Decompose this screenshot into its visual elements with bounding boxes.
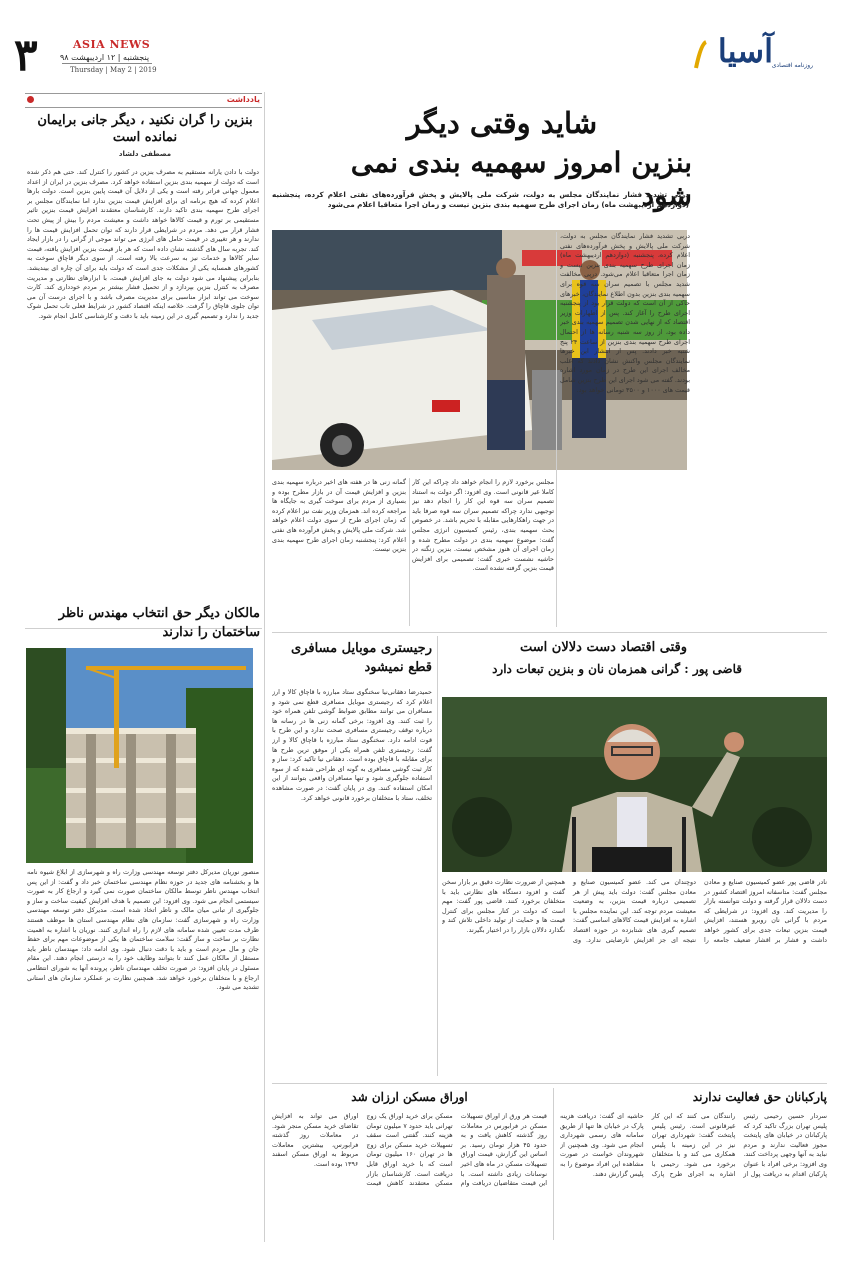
date-persian: پنجشنبه | ۱۲ اردیبهشت ۹۸ [60,53,150,62]
park-title: پارکبانان حق فعالیت ندارند [692,1090,827,1104]
mobile-body: حمیدرضا دهقانی‌نیا سخنگوی ستاد مبارزه با قاچاق کالا و ارز اعلام کرد که رجیستری موبایل مسافری قطع نمی شود و مسافران می توانند مطابق ضوابط گوشی تلفن همراه خود را ثبت کنند. وی افزود: برخی گمانه زنی ها در رسانه ها درباره توقف رجیستری مسافری صحت ندارد و این طرح با قوت ادامه دارد. سخنگوی ستاد مبارزه با قاچاق کالا و ارز گفت: رجیستری تلفن همراه یکی از موفق ترین طرح ها برای مقابله با قاچاق بوده است. دهقانی نیا تاکید کرد: ساز و کار ثبت گوشی مسافری به گونه ای طراحی شده که از سوء استفاده جلوگیری شود و تنها مسافران واقعی بتوانند از این امکان استفاده کنند. وی در پایان گفت: در صورت مشاهده تخلف، ستاد با متخلفان برخورد قانونی خواهد کرد. [272,688,432,802]
ghazipour-subtitle: قاضی پور : گرانی همزمان نان و بنزین تبعات دارد [492,662,742,676]
main-body-right: دربی تشدید فشار نمایندگان مجلس به دولت، شرکت ملی پالایش و پخش فرآورده‌های نفتی اعلام کرده، پنجشنبه (دوازدهم اردیبهشت ماه) زمان اجرای طرح سهمیه بندی بنزین نیست و زمان اجرا متعاقبا اعلام می‌شود. درپی مخالفت شدید مجلس با تصمیم سران سه قوه برای سهمیه بندی بنزین بدون اطلاع نمایندگان، خبرهای حاکی از آن است که دولت قرار بود از پنجشنبه اجرای طرح را آغاز کند. پس از اظهارات وزیر اقتصاد که از نهایی شدن تصمیم سهمیه بندی خبر داده بود، از روز سه شنبه رسانه ها از احتمال اجرای طرح سهمیه بندی بنزین از ساعت ۲۴ پنج شنبه خبر دادند. پس از انتشار این خبرها نمایندگان مجلس واکنش نشان دادند که اغلب مخالف اجرای این طرح در زمان مورد اشاره بودند. گفته می شود اجرای این طرح بنزین شامل قیمت های ۱۰۰۰ و ۳۵۰۰ تومانی خواهد بود. [560,232,690,394]
editorial-marker-icon [27,96,34,103]
ghazipour-photo [442,697,827,872]
park-body: سردار حسین رحیمی رئیس پلیس تهران بزرگ تاکید کرد که پارکبانان در خیابان های پایتخت مجوز فعالیت ندارند و مردم نباید به آنها وجهی پرداخت کنند. وی افزود: برخی افراد با عنوان پارکبان اقدام به دریافت پول از رانندگان می کنند که این کار غیرقانونی است. رئیس پلیس پایتخت گفت: شهرداری تهران نیز در این زمینه با پلیس همکاری می کند و با متخلفان برخورد می شود. رحیمی با اشاره به اجرای طرح پارک حاشیه ای گفت: دریافت هزینه پارک در خیابان ها تنها از طریق سامانه های رسمی شهرداری انجام می شود. وی همچنین از شهروندان خواست در صورت مشاهده این افراد موضوع را به پلیس گزارش دهند. [560,1112,827,1178]
main-headline-line2: بنزین امروز سهمیه بندی نمی شود [350,146,692,212]
main-body-left: گمانه زنی ها در هفته های اخیر درباره سهمیه بندی بنزین و افزایش قیمت آن در بازار مطرح بوده و بسیاری از مردم برای سوخت گیری به جایگاه ها مراجعه کرده اند. همزمان وزیر نفت نیز اعلام کرده که زمان اجرای طرح از سوی دولت اعلام خواهد شد. شرکت ملی پالایش و پخش فرآورده های نفتی اعلام کرد: پنجشنبه زمان اجرای طرح سهمیه بندی بنزین نیست. [272,478,406,554]
editorial-body: دولت با دادن یارانه مستقیم به مصرف بنزین در کشور را کنترل کند. حتی هم ذکر شده است که دولت از سهمیه بندی بنزین استفاده خواهد کرد. مصرف بنزین در ایران از اعداد معمول جهانی فراتر رفته است و یکی از دلایل آن قیمت پایین بنزین است. دولت بارها اعلام کرده که هیچ برنامه ای برای افزایش قیمت بنزین ندارد اما نمایندگان مجلس بر اجرای طرح سهمیه بندی تاکید دارند. کارشناسان معتقدند افزایش قیمت بنزین تاثیر مستقیمی بر تورم و قیمت کالاها خواهد داشت و معیشت مردم را بیش از پیش تحت فشار قرار می دهد. مردم در شرایطی قرار دارند که توان تحمل افزایش قیمت ها را ندارند و هر تغییری در قیمت حامل های انرژی می تواند موجی از گرانی را در بازار ایجاد کند. تجربه سال های گذشته نشان داده است که هر بار قیمت بنزین افزایش یافته، قیمت سایر کالاها و خدمات نیز به سرعت بالا رفته است. از سوی دیگر قاچاق سوخت به کشورهای همسایه یکی از مشکلات جدی است که دولت باید برای آن چاره ای بیندیشد. بنابراین پیشنهاد می شود دولت به جای افزایش قیمت، با ابزارهای نظارتی و مدیریت مصرف به کنترل بنزین بپردازد و از تحمیل فشار بیشتر بر مردم خودداری کند. کارت سوخت می تواند ابزار مناسبی برای مدیریت مصرف باشد و با اجرای درست آن می توان جلوی قاچاق را گرفت. خلاصه اینکه اقتصاد کشور در شرایط فعلی تاب تحمل شوک جدید را ندارد و تصمیم گیری در این زمینه باید با دقت و کارشناسی کامل انجام شود. [27,168,259,320]
page-number: ۳ [14,30,38,81]
date-divider [62,63,152,64]
main-col-divider [556,232,557,627]
ghazipour-body: نادر قاضی پور عضو کمیسیون صنایع و معادن مجلس گفت: متاسفانه امروز اقتصاد کشور در دست دلالان قرار گرفته و دولت نتوانسته بازار را مدیریت کند. وی افزود: در شرایطی که مردم با گرانی نان روبرو هستند، افزایش قیمت بنزین تبعات جدی برای کشور خواهد داشت و فشار بر اقشار ضعیف جامعه را دوچندان می کند. عضو کمیسیون صنایع و معادن مجلس گفت: دولت باید پیش از هر تصمیمی درباره قیمت بنزین، به وضعیت معیشت مردم توجه کند. این نماینده مجلس با اشاره به افزایش قیمت کالاهای اساسی گفت: تصمیم گیری های شتابزده در حوزه اقتصاد نتیجه ای جز افزایش نارضایتی ندارد. وی همچنین از ضرورت نظارت دقیق بر بازار سخن گفت و افزود دستگاه های نظارتی باید با متخلفان برخورد کنند. قاضی پور گفت: مهم است که دولت در کنار مجلس برای کنترل قیمت ها و حمایت از تولید داخلی تلاش کند و نگذارد دلالان بازار را در اختیار بگیرند. [442,878,827,944]
editorial-author: مصطفی دلشاد [118,150,172,158]
logo-mark-icon [694,40,708,70]
main-lead: دربی تشدید فشار نمایندگان مجلس به دولت، شرکت ملی پالایش و پخش فرآورده‌های نفتی اعلام کرده، پنجشنبه (دوازدهم اردیبهشت ماه) زمان اجرای طرح سهمیه بندی بنزین نیست و زمان اجرا متعاقبا اعلام می‌شود [272,190,689,209]
middle-band-rule [272,632,827,633]
date-english: Thursday | May 2 | 2019 [70,66,157,74]
bonds-title: اوراق مسکن ارزان شد [351,1090,468,1104]
ghazipour-title: وقتی اقتصاد دست دلالان است [519,640,687,655]
mobile-divider [437,636,438,1076]
logo [688,32,813,82]
logo-text: آسیا [717,32,773,70]
bottom-band-rule [272,1083,827,1084]
bonds-body: قیمت هر ورق از اوراق تسهیلات مسکن در فرابورس در معاملات روز گذشته کاهش یافت و به حدود ۴۵ هزار تومان رسید. بر اساس این گزارش، قیمت اوراق تسهیلات مسکن در ماه های اخیر نوسانات زیادی داشته است. با این قیمت متقاضیان دریافت وام مسکن برای خرید اوراق یک زوج تهرانی باید حدود ۷ میلیون تومان هزینه کنند. گفتنی است سقف تسهیلات خرید مسکن برای زوج ها در تهران ۱۶۰ میلیون تومان است که با خرید اوراق قابل دریافت است. کارشناسان بازار مسکن معتقدند کاهش قیمت اوراق می تواند به افزایش تقاضای خرید مسکن منجر شود. در معاملات روز گذشته فرابورس، بیشترین معاملات مربوط به اوراق مسکن اسفند ۱۳۹۶ بوده است. [272,1112,547,1188]
mobile-title: رجیستری موبایل مسافری قطع نمیشود [291,641,432,675]
main-col-divider-2 [409,478,410,626]
builders-body: منصور نوریان مدیرکل دفتر توسعه مهندسی وزارت راه و شهرسازی از ابلاغ شیوه نامه ها و بخشنامه های جدید در حوزه نظام مهندسی ساختمان خبر داد و گفت: از این پس انتخاب مهندس ناظر توسط مالکان ساختمان صورت نمی گیرد و ارجاع کار به صورت سیستمی انجام می شود. وی افزود: این تصمیم با هدف افزایش کیفیت ساخت و ساز و جلوگیری از تبانی میان مالک و ناظر اتخاذ شده است. مدیرکل دفتر توسعه مهندسی وزارت راه و شهرسازی گفت: سازمان های نظام مهندسی استان ها موظف هستند ظرف مدت تعیین شده سامانه های لازم را راه اندازی کنند. نوریان با اشاره به اهمیت نظارت بر ساخت و ساز گفت: سلامت ساختمان ها یکی از موضوعات مهم برای حفظ جان و مال مردم است و باید با دقت دنبال شود. وی ادامه داد: مهندسان ناظر باید مستقل از مالکان عمل کنند تا بتوانند وظایف خود را به درستی انجام دهند. این مقام مسئول در پایان افزود: در صورت تخلف مهندسان ناظر، پرونده آنها به شورای انتظامی ارجاع و با متخلفان برخورد خواهد شد. همچنین نظارت بر عملکرد سازمان های استانی تشدید می شود. [27,868,259,992]
construction-photo [26,648,253,863]
editorial-section-label: یادداشت [226,95,260,104]
brand-latin: ASIA NEWS [73,38,151,51]
builders-title: مالکان دیگر حق انتخاب مهندس ناظر ساختمان را ندارند [58,606,260,640]
main-headline-line1: شاید وقتی دیگر [406,106,598,140]
bottom-divider [553,1088,554,1240]
logo-subtext: روزنامه اقتصادی [771,62,813,69]
editorial-title: بنزین را گران نکنید ، دیگر جانی برایمان نمانده است [37,113,253,145]
masthead [0,0,866,90]
left-column-divider [264,92,265,1242]
editorial-section-bar [25,93,262,108]
main-body-middle: مجلس برخورد لازم را انجام خواهد داد چراکه این کار کاملا غیر قانونی است. وی افزود: اگر دولت به استناد تصمیم سران سه قوه این کار را انجام دهد نیز توجیهی ندارد چراکه تصمیم سران سه قوه صرفا باید در جهت راهکارهایی مقابله با تحریم باشد. در خصوص بحث سهمیه بندی، رئیس کمیسیون انرژی مجلس گفت: موضوع سهمیه بندی در دولت مطرح شده و زمان اجرای آن هنوز مشخص نیست. بنزین زنگنه در حاشیه نشست خبری گفت: تصمیمی برای افزایش قیمت بنزین گرفته نشده است. [412,478,554,573]
